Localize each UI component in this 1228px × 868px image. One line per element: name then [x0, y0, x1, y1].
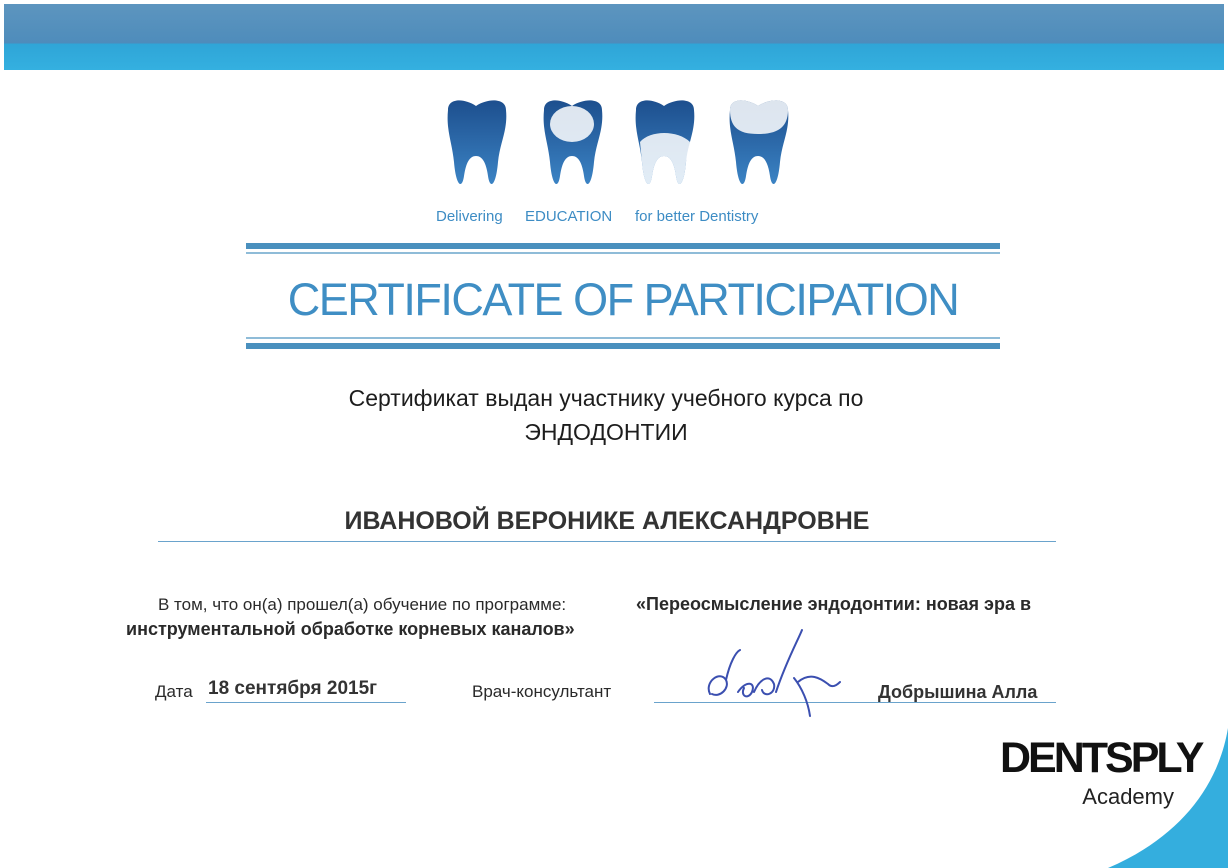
date-underline [206, 702, 406, 703]
top-header-band [4, 4, 1224, 70]
brand-sub: Academy [1082, 784, 1174, 809]
consultant-label: Врач-консультант [472, 682, 612, 701]
certificate-title: CERTIFICATE OF PARTICIPATION [287, 274, 959, 325]
date-label: Дата [155, 682, 193, 701]
brand-name: DENTSPLY [1000, 734, 1202, 782]
recipient-underline [158, 541, 1056, 542]
dentsply-academy-logo [1000, 730, 1200, 820]
tooth-3-icon [636, 100, 695, 184]
program-intro: В том, что он(а) прошел(а) обучение по программе: [158, 595, 567, 614]
teeth-logo-icon [436, 96, 796, 196]
program-name-line-2: инструментальной обработке корневых каналов» [126, 619, 575, 639]
course-name: ЭНДОДОНТИИ [524, 419, 688, 445]
recipient-name: ИВАНОВОЙ ВЕРОНИКЕ АЛЕКСАНДРОВНЕ [344, 507, 870, 535]
handwritten-signature [690, 622, 860, 722]
consultant-name: Добрышина Алла [878, 682, 1038, 702]
tooth-1-icon [448, 100, 507, 184]
title-top-rule [246, 243, 1000, 249]
tooth-4-icon [730, 100, 789, 184]
tagline-word-3: for better Dentistry [635, 208, 759, 225]
tooth-2-icon [544, 100, 603, 184]
title-bottom-rule [246, 343, 1000, 349]
program-name-line-1: «Переосмысление эндодонтии: новая эра в [636, 594, 1032, 614]
title-top-rule-thin [246, 252, 1000, 254]
title-bottom-rule-thin [246, 337, 1000, 339]
tagline-word-1: Delivering [436, 208, 503, 225]
issued-text: Сертификат выдан участнику учебного курса по [348, 385, 864, 411]
date-value: 18 сентября 2015г [208, 678, 378, 699]
tagline-word-2: EDUCATION [525, 208, 613, 225]
